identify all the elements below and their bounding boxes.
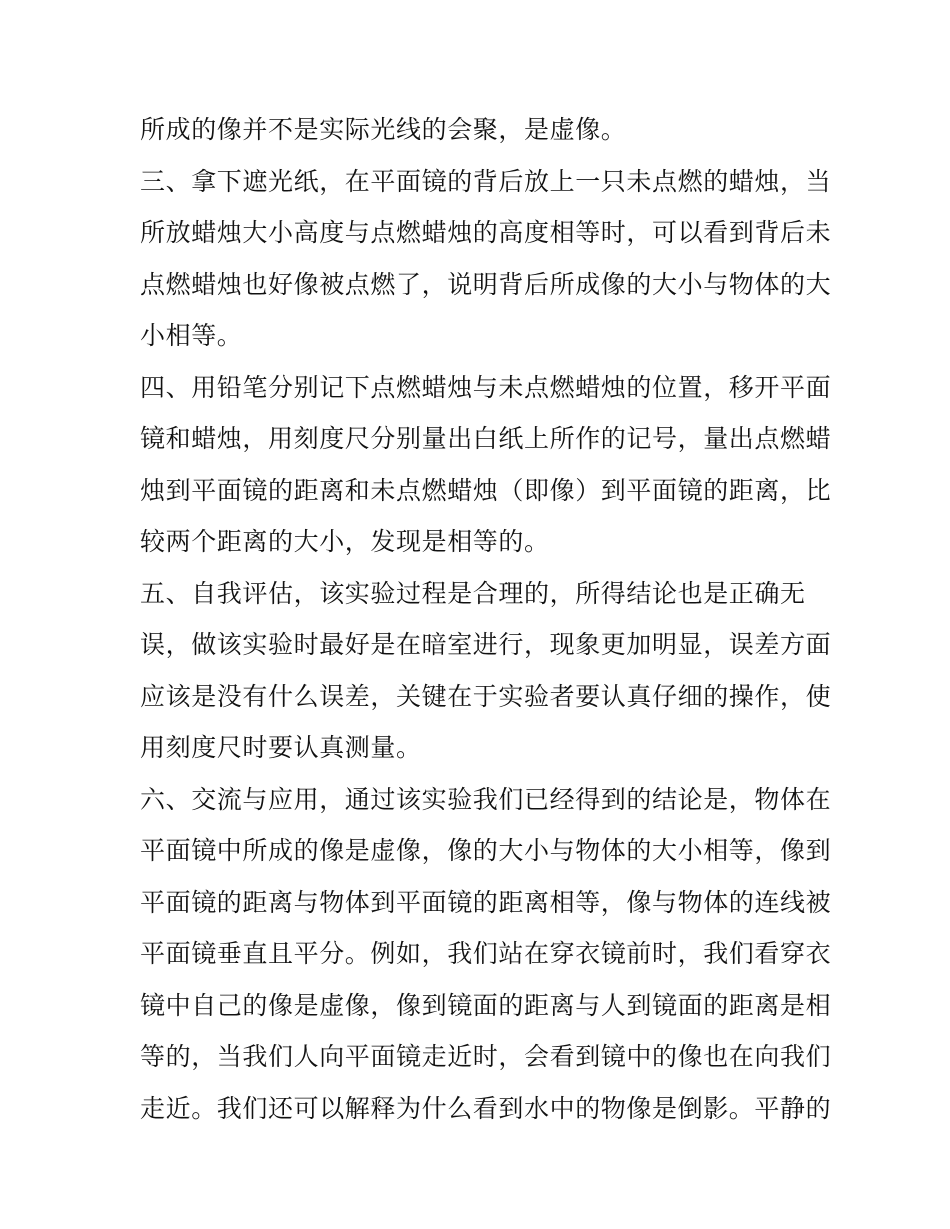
text-line: 烛到平面镜的距离和未点燃蜡烛（即像）到平面镜的距离，比 <box>140 475 832 505</box>
text-line: 小相等。 <box>140 321 243 350</box>
document-body <box>140 104 832 1134</box>
text-line: 等的，当我们人向平面镜走近时，会看到镜中的像也在向我们 <box>140 1042 832 1071</box>
text-line: 四、用铅笔分别记下点燃蜡烛与未点燃蜡烛的位置，移开平面 <box>140 372 832 402</box>
text-line: 点燃蜡烛也好像被点燃了，说明背后所成像的大小与物体的大 <box>140 269 832 299</box>
text-line: 应该是没有什么误差，关键在于实验者要认真仔细的操作，使 <box>140 681 832 711</box>
text-line: 平面镜垂直且平分。例如，我们站在穿衣镜前时，我们看穿衣 <box>140 939 832 968</box>
text-line: 三、拿下遮光纸，在平面镜的背后放上一只未点燃的蜡烛，当 <box>140 166 832 196</box>
text-line: 用刻度尺时要认真测量。 <box>140 733 422 762</box>
text-line: 较两个距离的大小，发现是相等的。 <box>140 527 550 556</box>
text-line: 五、自我评估，该实验过程是合理的，所得结论也是正确无 <box>140 578 806 608</box>
text-line: 镜和蜡烛，用刻度尺分别量出白纸上所作的记号，量出点燃蜡 <box>140 424 832 453</box>
text-line: 所成的像并不是实际光线的会聚，是虚像。 <box>140 115 627 144</box>
text-line: 误，做该实验时最好是在暗室进行，现象更加明显，误差方面 <box>140 630 832 659</box>
text-line: 所放蜡烛大小高度与点燃蜡烛的高度相等时，可以看到背后未 <box>140 218 832 247</box>
text-line: 六、交流与应用，通过该实验我们已经得到的结论是，物体在 <box>140 784 832 814</box>
text-line: 镜中自己的像是虚像，像到镜面的距离与人到镜面的距离是相 <box>140 990 832 1020</box>
text-line: 平面镜中所成的像是虚像，像的大小与物体的大小相等，像到 <box>140 836 832 865</box>
text-line: 平面镜的距离与物体到平面镜的距离相等，像与物体的连线被 <box>140 887 832 917</box>
text-line: 走近。我们还可以解释为什么看到水中的物像是倒影。平静的 <box>140 1093 832 1123</box>
